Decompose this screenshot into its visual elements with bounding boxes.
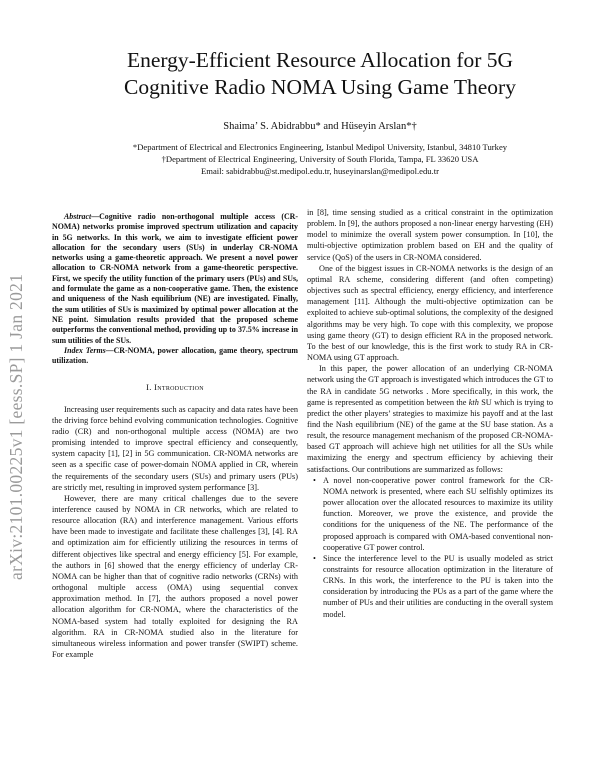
list-item [313, 553, 553, 620]
right-paragraph-3-part-a: In this paper, the power allocation of an underlying CR-NOMA network using the GT approach is investigated which introduces the GT to the RA in candidate 5G networks . More specifically, in this work, the game is represented as competition between the [307, 364, 553, 407]
affiliation-1: *Department of Electrical and Electronics Engineering, Istanbul Medipol University, Istanbul, 34810 Turkey [132, 142, 508, 152]
intro-paragraph-1: Increasing user requirements such as capacity and data rates have been the driving force behind evolving communication technologies. Cognitive radio (CR) and non-orthogonal multiple access (NOMA) are two promising intended to improve spectral efficiency and consequently, system capacity [1], [2] in 5G communication. CR-NOMA networks are seen as a specific case of power-domain NOMA applied in CR, wherein the requirements of the secondary users (SUs) and primary users (PUs) are strictly met, resulting in improved system performance [3]. [52, 404, 298, 492]
kth-symbol: kth [468, 397, 479, 407]
list-item [313, 475, 553, 553]
contributions-list [307, 475, 553, 620]
section-number: I. [146, 382, 152, 393]
index-terms-text: —CR-NOMA, power allocation, game theory, spectrum utilization. [52, 345, 299, 366]
right-paragraph-3-part-b: SU which is trying to predict the other players’ strategies to maximize his payoff and at the last find the Nash equilibrium (NE) of the game at the SU base station. As a result, the resource management mechanism of the proposed CR-NOMA-based GT approach will achieve high net utilities for all the SUs while maximizing the energy and spectrum efficiency by achieving their satisfactions. Our contributions are summarized as follows: [307, 397, 553, 474]
right-paragraph-3 [307, 363, 553, 475]
bullet-icon: • [313, 553, 316, 563]
title-line-2: Cognitive Radio NOMA Using Game Theory [124, 75, 516, 99]
contribution-2-text: Since the interference level to the PU is usually modeled as strict constraints for resource allocation optimization in the literature of CRNs. In this work, the interference to the PU is taken into the consideration by introducing the PUs as a part of the game where the number of PUs and their utilities are conducting in the overall system model. [323, 553, 553, 619]
email-line: Email: sabidrabbu@st.medipol.edu.tr, huseyinarslan@medipol.edu.tr [201, 166, 439, 176]
index-terms [52, 346, 298, 367]
index-terms-label: Index Terms [64, 345, 106, 355]
right-paragraph-2: One of the biggest issues in CR-NOMA networks is the design of an optimal RA scheme, considering different (and often competing) objectives such as spectral efficiency, energy efficiency, and interference management [11]. Although the multi-objective optimization can be exploited to achieve sub-optimal solutions, the complexity of the designed algorithms may be very high. To cope with this complexity, we propose using game theory (GT) to design efficient RA in the proposed network. To the best of our knowledge, this is the first work to study RA in CR-NOMA using GT approach. [307, 263, 553, 363]
right-paragraph-1: in [8], time sensing studied as a critical constraint in the optimization problem. In [9], the authors proposed a non-linear energy harvesting (EH) model to minimize the overall system power consumption. In [10], the multi-objective optimization problem based on EH and the quality of service (QoS) of the users in CR-NOMA considered. [307, 208, 553, 262]
abstract-label: Abstract [64, 212, 92, 221]
affiliation-2: †Department of Electrical Engineering, University of South Florida, Tampa, FL 33620 USA [161, 154, 479, 164]
bullet-icon: • [313, 475, 316, 485]
authors: Shaima’ S. Abidrabbu* and Hüseyin Arslan*† [223, 121, 417, 132]
abstract-text: —Cognitive radio non-orthogonal multiple access (CR-NOMA) networks promise improved spectrum utilization and capacity in 5G networks. In this work, we aim to investigate efficient power allocation for the secondary users (SUs) in underlay CR-NOMA networks using a game-theoretic approach. We present a novel power allocation to CR-NOMA network from a game-theoretic perspective. First, we specify the utility function of the primary users (PUs) and SUs, and formulate the game as a non-cooperative game. Then, the existence and uniqueness of the Nash equilibrium (NE) are investigated. Finally, the sum utilities of SUs is maximized by optimal power allocation at the NE point. Simulation results provided that the proposed scheme outperforms the conventional method, providing up to 37.5% increase in sum utilities of the SUs. [52, 212, 298, 345]
title-line-1: Energy-Efficient Resource Allocation for 5G [126, 48, 514, 72]
contribution-1-text: A novel non-cooperative power control framework for the CR-NOMA network is presented, where each SU selfishly optimizes its power allocation over the allocated resources to maximize its utility function. Moreover, we prove the existence, and provide the conditions for the uniqueness of the NE. The performance of the proposed approach is compared with OMA-based conventional non-cooperative GT power control. [323, 475, 553, 552]
right-column [307, 207, 553, 620]
arxiv-identifier: arXiv:2101.00225v1 [eess.SP] 1 Jan 2021 [6, 273, 26, 580]
section-heading [52, 382, 298, 393]
paper-title [40, 47, 600, 101]
left-column [52, 212, 298, 660]
intro-paragraph-2: However, there are many critical challenges due to the severe interference caused by NOMA in CR networks, which are related to resource allocation (RA) and interference management. Various efforts have been made to investigate and facilitate these challenges [3], [4]. RA and optimization aim for efficiently utilizing the resources in terms of different objectives like spectral and energy efficiency [5]. For example, the authors in [6] showed that the energy efficiency of underlay CR-NOMA can be higher than that of cognitive radio networks (CRNs) with orthogonal multiple access (OMA) using sequential convex approximation method. In [7], the authors proposed a novel power allocation algorithm for CR-NOMA, where the characteristics of the NOMA-based system had totally exploited for designing the RA algorithm. RA in CR-NOMA studied also in the literature for simultaneous wireless information and power transfer (SWIPT) scheme. For example [52, 493, 298, 660]
abstract [52, 212, 298, 346]
section-title: Introduction [154, 382, 204, 393]
affiliations [40, 141, 600, 177]
